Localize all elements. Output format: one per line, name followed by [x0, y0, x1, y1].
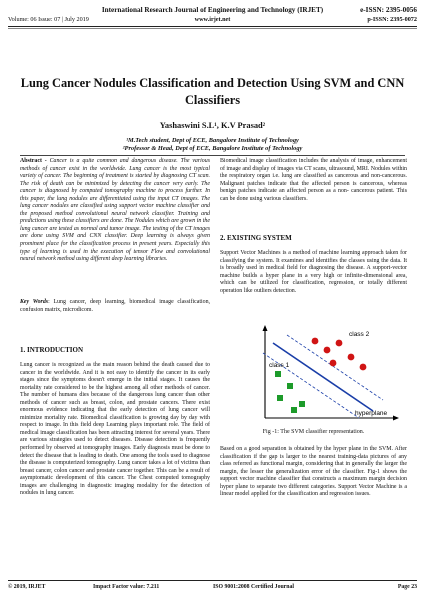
- journal-header: [0, 0, 425, 30]
- title-separator: [20, 155, 405, 156]
- class1-label: class 1: [269, 362, 290, 369]
- header-rule-thin: [8, 28, 417, 29]
- class2-point: [336, 340, 343, 347]
- hyperplane-label: hyperplane: [355, 410, 388, 417]
- hyperplane-line: [273, 343, 373, 411]
- pissn: p-ISSN: 2395-0072: [367, 16, 417, 23]
- footer-impact-factor: Impact Factor value: 7.211: [93, 584, 160, 590]
- x-axis-arrow: [393, 416, 399, 421]
- class2-point: [330, 360, 337, 367]
- footer-rule: [8, 580, 417, 581]
- abstract-lead: Abstract -: [20, 158, 47, 164]
- header-rule: [8, 26, 417, 27]
- svm-figure: [255, 323, 405, 428]
- volume-info: Volume: 06 Issue: 07 | July 2019: [8, 16, 89, 23]
- introduction-text: Lung cancer is recognized as the main reason behind the death caused due to cancer in the worldwide. And it is not easy to identify the cancer in its early stages since the symptoms doesn't emerge in the initial stages. It causes the mortality rate considered to be the highest among all other methods of cancer. The number of humans dies because of the dangerous lung cancer than other methods of cancer such as breast, colon, and prostate cancers. There exist enormous evidence indicating that the early detection of lung cancer will minimize mortality rate. Biomedical classification is growing day by day with respect to image. In this field deep Learning plays important role. The field of medical image classification has been attracting interest for several years. There are various strategies used to detect diseases. Disease detection is frequently performed by observed at tomography images. Early diagnosis must be done to detect the disease that is leading to death. One among the tools used to diagnose the disease is computerized tomography. Lung cancer takes a lot of victims than breast cancer, colon cancer and prostate cancer together. This can be a result of asymptomatic development of this cancer. The Chest computed tomography images are challenging in diagnostic imaging modality for the detection of nodules in lung cancer.: [20, 362, 210, 497]
- footer-copyright: © 2019, IRJET: [8, 584, 46, 590]
- footer-iso: ISO 9001:2008 Certified Journal: [213, 584, 294, 590]
- journal-website[interactable]: www.irjet.net: [194, 16, 231, 23]
- class1-point: [287, 383, 293, 389]
- affiliation-1: ¹M.Tech student, Dept of ECE, Bangalore Institute of Technology: [126, 137, 299, 144]
- class2-label: class 2: [349, 331, 370, 338]
- class1-point: [291, 407, 297, 413]
- section-heading-introduction: 1. INTRODUCTION: [20, 346, 84, 354]
- eissn: e-ISSN: 2395-0056: [360, 6, 417, 14]
- class1-points: [275, 371, 305, 413]
- class1-point: [275, 371, 281, 377]
- right-bottom-paragraph: Based on a good separation is obtained by the hyper plane in the SVM. After classification if the gap is larger to the nearest training-data pictures of any class referred as functional margin, considering that in generally the larger the margin, the lesser the generalization error of the classifier. Fig-1 shows the support vector machine classifier that constructs a maximum margin decision hyper plane to separate two different categories. Support Vector Machine is a linear model applied for the classification and regression issues.: [220, 446, 407, 498]
- keywords: [20, 299, 210, 314]
- abstract-text: Cancer is a quite common and dangerous disease. The various methods of cancer exist in the worldwide. Lung cancer is the most typical variety of cancer. The beginning of treatment is started by diagnosing CT scan. The risk of death can be minimized by detecting the cancer very early. The cancer is diagnosed by computed tomography machine to process further. In this paper, the lung nodules are differentiated using the input CT images. The lung cancer nodules are classified using support vector machine classifier and the proposed method convolutional neural network classifier. Training and predictions using these classifiers are done. The Nodules which are grown in the lung cancer are tested as normal and tumor image. The testing of the CT images are done using SVM and CNN classifier. Deep learning is always given prominent place for the classification process in present years. Especially this type of learning is used in the execution of tensor Flow and convolutional neural network method using different deep learning libraries.: [20, 158, 210, 263]
- journal-name: International Research Journal of Engineering and Technology (IRJET): [101, 6, 324, 14]
- paper-title: Lung Cancer Nodules Classification and Detection Using SVM and CNN Classifiers: [20, 76, 405, 107]
- y-axis-arrow: [263, 325, 268, 331]
- section-heading-existing-system: 2. EXISTING SYSTEM: [220, 234, 292, 242]
- abstract: [20, 158, 210, 264]
- authors: Yashaswini S.L¹, K.V Prasad²: [159, 121, 266, 130]
- class2-point: [348, 354, 355, 361]
- class2-point: [360, 364, 367, 371]
- keywords-lead: Key Words: [20, 299, 49, 305]
- class2-point: [312, 338, 319, 345]
- keywords-text: : Lung cancer, deep learning, biomedical image classification, confusion matrix, microdicom.: [20, 299, 210, 313]
- right-top-paragraph: Biomedical image classification includes the analysis of image, enhancement of image and display of images via CT scans, ultrasound, MRI. Nodules within the respiratory organ i.e. lung are classified as cancerous and non-cancerous. Malignant patches indicate that the affected person is cancerous, whereas benign patches indicate an affected person as a non- cancerous patient. This can be done using various classifiers.: [220, 158, 407, 202]
- margin-line-upper: [287, 335, 383, 400]
- class1-point: [299, 401, 305, 407]
- footer-page-number: Page 23: [397, 584, 417, 590]
- class2-point: [324, 347, 331, 354]
- figure-caption: Fig -1: The SVM classifier representation.: [262, 429, 365, 435]
- affiliation-2: ²Professor & Head, Dept of ECE, Bangalore Institute of Technology: [122, 145, 303, 152]
- class2-points: [312, 338, 367, 371]
- existing-system-text: Support Vector Machines is a method of machine learning approach taken for classifying the system. It examines and identifies the classes using the data. It is broadly used in medical field for diagnosing the disease. A support-vector machine builds a hyper plane in a very high or infinite-dimensional area, which can be utilized for classification, regression, or totally different operation like outliers detection.: [220, 250, 407, 294]
- class1-point: [277, 395, 283, 401]
